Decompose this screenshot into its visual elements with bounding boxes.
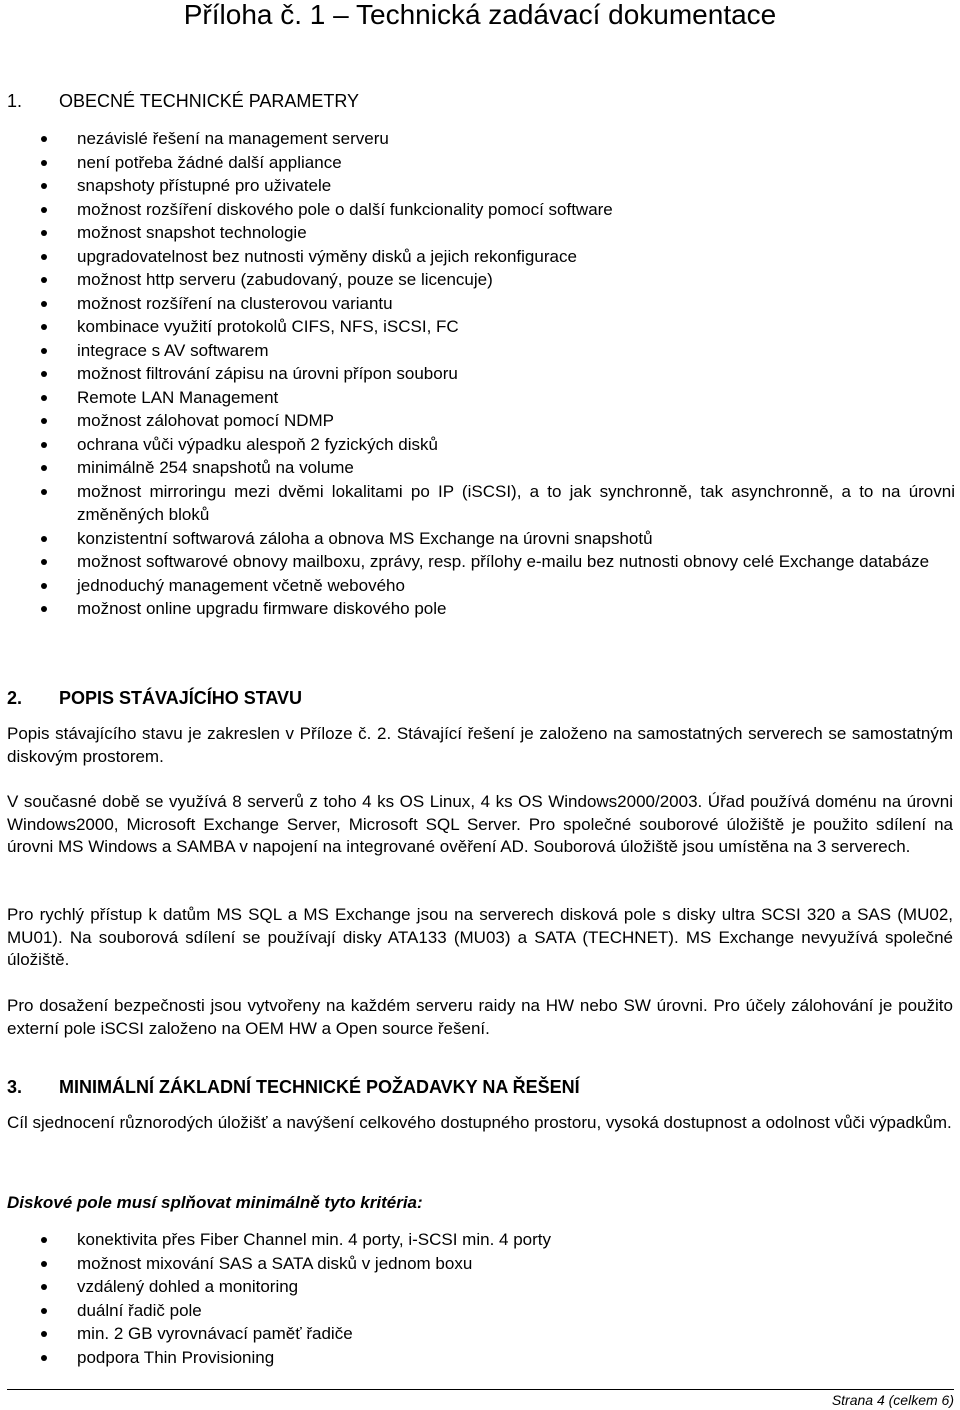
list-item: možnost mirroringu mezi dvěmi lokalitami po IP (iSCSI), a to jak synchronně, tak asynchronně, a to na úrovni změněných bloků — [0, 480, 960, 527]
section-2-paragraph: V současné době se využívá 8 serverů z toho 4 ks OS Linux, 4 ks OS Windows2000/2003. Úřad používá doménu na úrovni Windows2000, Microsoft Exchange Server, Microsoft SQL Server. Pro společné souborové úložiště je použito sdílení na úrovni MS Windows a SAMBA v napojení na integrované ověření AD. Souborová úložiště jsou umístěna na 3 serverech. — [7, 792, 953, 856]
list-item: duální řadič pole — [0, 1299, 960, 1323]
list-item: není potřeba žádné další appliance — [0, 151, 960, 175]
section-2-heading — [7, 687, 302, 709]
criteria-heading: Diskové pole musí splňovat minimálně tyto kritéria: — [7, 1193, 423, 1212]
list-item: vzdálený dohled a monitoring — [0, 1275, 960, 1299]
footer-divider — [7, 1389, 954, 1390]
list-item: Remote LAN Management — [0, 386, 960, 410]
list-item: konektivita přes Fiber Channel min. 4 porty, i-SCSI min. 4 porty — [0, 1228, 960, 1252]
list-item: min. 2 GB vyrovnávací paměť řadiče — [0, 1322, 960, 1346]
list-item: podpora Thin Provisioning — [0, 1346, 960, 1370]
list-item: možnost snapshot technologie — [0, 221, 960, 245]
section-2-paragraph: Pro rychlý přístup k datům MS SQL a MS Exchange jsou na serverech disková pole s disky ultra SCSI 320 a SAS (MU02, MU01). Na souborová sdílení se používají disky ATA133 (MU03) a SATA (TECHNET). MS Exchange nevyužívá společné úložiště. — [7, 905, 953, 969]
section-2-title: POPIS STÁVAJÍCÍHO STAVU — [59, 688, 303, 708]
list-item: možnost filtrování zápisu na úrovni přípon souboru — [0, 362, 960, 386]
list-item: možnost mixování SAS a SATA disků v jednom boxu — [0, 1252, 960, 1276]
list-item: možnost online upgradu firmware diskového pole — [0, 597, 960, 621]
section-1-list — [0, 127, 960, 621]
section-2-paragraph: Popis stávajícího stavu je zakreslen v Příloze č. 2. Stávající řešení je založeno na samostatných serverech se samostatným diskovým prostorem. — [7, 724, 953, 766]
list-item: snapshoty přístupné pro uživatele — [0, 174, 960, 198]
section-3-number: 3. — [7, 1077, 23, 1097]
list-item: možnost zálohovat pomocí NDMP — [0, 409, 960, 433]
section-2-paragraph: Pro dosažení bezpečnosti jsou vytvořeny na každém serveru raidy na HW nebo SW úrovni. Pro účely zálohování je použito externí pole iSCSI založeno na OEM HW a Open source řešení. — [7, 996, 953, 1038]
section-3-heading — [7, 1076, 580, 1098]
section-3-intro: Cíl sjednocení různorodých úložišť a navýšení celkového dostupného prostoru, vysoká dostupnost a odolnost vůči výpadkům. — [7, 1113, 952, 1132]
section-1-number: 1. — [7, 91, 23, 111]
list-item: možnost rozšíření na clusterovou variantu — [0, 292, 960, 316]
section-3-list — [0, 1228, 960, 1369]
page-number: Strana 4 (celkem 6) — [831, 1392, 954, 1408]
section-1-heading — [7, 90, 359, 112]
list-item: kombinace využití protokolů CIFS, NFS, iSCSI, FC — [0, 315, 960, 339]
section-2-number: 2. — [7, 688, 23, 708]
list-item: integrace s AV softwarem — [0, 339, 960, 363]
section-1-title: OBECNÉ TECHNICKÉ PARAMETRY — [59, 91, 360, 111]
section-3-title: MINIMÁLNÍ ZÁKLADNÍ TECHNICKÉ POŽADAVKY NA ŘEŠENÍ — [59, 1077, 580, 1097]
list-item: nezávislé řešení na management serveru — [0, 127, 960, 151]
list-item: jednoduchý management včetně webového — [0, 574, 960, 598]
page-title: Příloha č. 1 – Technická zadávací dokumentace — [183, 0, 777, 30]
list-item: upgradovatelnost bez nutnosti výměny disků a jejich rekonfigurace — [0, 245, 960, 269]
list-item: ochrana vůči výpadku alespoň 2 fyzických disků — [0, 433, 960, 457]
list-item: možnost rozšíření diskového pole o další funkcionality pomocí software — [0, 198, 960, 222]
list-item: možnost softwarové obnovy mailboxu, zprávy, resp. přílohy e-mailu bez nutnosti obnovy celé Exchange databáze — [0, 550, 960, 574]
list-item: minimálně 254 snapshotů na volume — [0, 456, 960, 480]
list-item: možnost http serveru (zabudovaný, pouze se licencuje) — [0, 268, 960, 292]
list-item: konzistentní softwarová záloha a obnova MS Exchange na úrovni snapshotů — [0, 527, 960, 551]
